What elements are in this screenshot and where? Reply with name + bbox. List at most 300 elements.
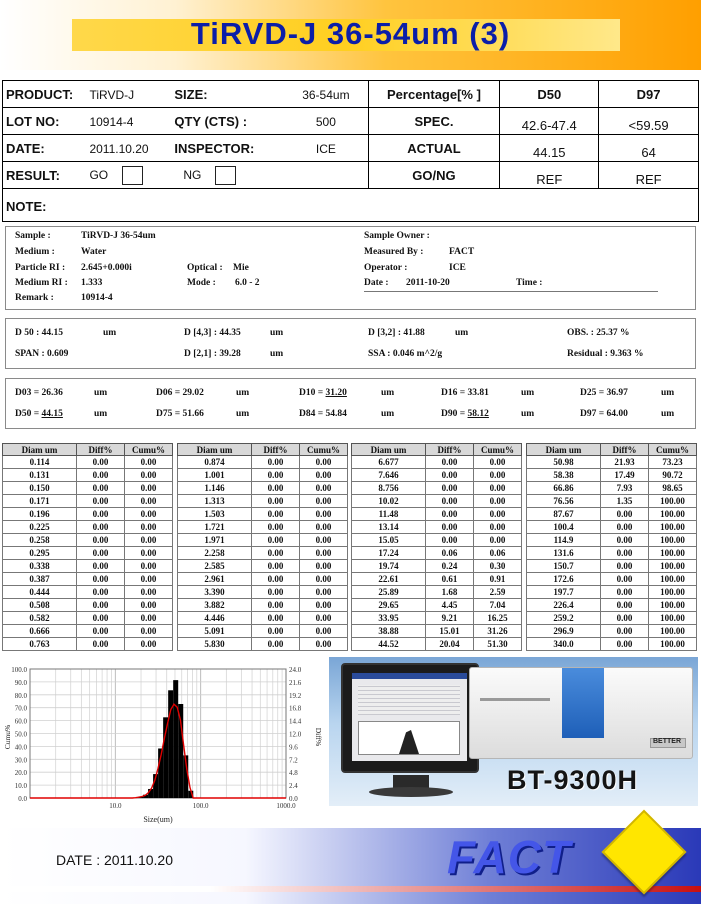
table-cell: 1.146 (178, 482, 252, 495)
qty-value: 500 (315, 114, 336, 129)
table-cell: 0.00 (601, 521, 649, 534)
table-row (527, 534, 697, 547)
table-row (178, 599, 348, 612)
table-row (3, 495, 173, 508)
lot-value: 10914-4 (89, 114, 134, 129)
table-cell: 98.65 (649, 482, 697, 495)
d21-stat: D [2,1] : 39.28 (184, 349, 241, 359)
d-value-d25: D25 = 36.97 (580, 388, 628, 398)
table-row (352, 521, 522, 534)
medium-value: Water (81, 247, 107, 257)
table-row (178, 612, 348, 625)
table-cell: 0.00 (426, 534, 474, 547)
table-cell: 0.00 (474, 508, 522, 521)
table-cell: 296.9 (527, 625, 601, 638)
table-cell: 0.30 (474, 560, 522, 573)
table-row (527, 469, 697, 482)
medium-label: Medium : (15, 247, 55, 257)
table-cell: 0.00 (300, 456, 348, 469)
table-cell: 0.00 (125, 586, 173, 599)
table-cell: 4.446 (178, 612, 252, 625)
table-cell: 0.00 (601, 573, 649, 586)
medium-ri-value: 1.333 (81, 278, 103, 288)
table-cell: 0.00 (77, 573, 125, 586)
table-cell: 0.00 (300, 482, 348, 495)
sample-label: Sample : (15, 231, 51, 241)
d-value-unit: um (94, 388, 108, 398)
spec-d50: 42.6-47.4 (521, 118, 577, 133)
table-cell: 21.93 (601, 456, 649, 469)
table-row (3, 560, 173, 573)
inspector-value: ICE (315, 141, 336, 156)
table-cell: 0.582 (3, 612, 77, 625)
table-cell: 100.00 (649, 573, 697, 586)
table-cell: 50.98 (527, 456, 601, 469)
table-cell: 0.00 (125, 482, 173, 495)
table-cell: 0.00 (601, 625, 649, 638)
table-cell: 340.0 (527, 638, 601, 651)
actual-label: ACTUAL (407, 140, 461, 156)
y-tick-label-left: 20.0 (14, 769, 27, 778)
table-row (178, 560, 348, 573)
note-field (2, 188, 699, 222)
table-cell: 0.00 (125, 560, 173, 573)
table-row (352, 586, 522, 599)
table-cell: 0.00 (77, 469, 125, 482)
y-tick-label-right: 16.8 (289, 704, 302, 713)
table-cell: 0.00 (125, 495, 173, 508)
mode-label: Mode : (187, 278, 216, 288)
table-cell: 150.7 (527, 560, 601, 573)
table-cell: 0.00 (77, 625, 125, 638)
operator-value: ICE (449, 263, 466, 273)
table-cell: 0.00 (125, 469, 173, 482)
actual-d50: 44.15 (533, 145, 566, 160)
report-footer (0, 828, 701, 904)
table-cell: 0.00 (252, 638, 300, 651)
table-cell: 1.35 (601, 495, 649, 508)
table-row (352, 547, 522, 560)
table-cell: 0.00 (77, 508, 125, 521)
particle-ri-value: 2.645+0.000i (81, 263, 132, 273)
table-header: Diff% (601, 444, 649, 456)
table-cell: 38.88 (352, 625, 426, 638)
table-row (3, 612, 173, 625)
sample-info-box (5, 226, 696, 310)
table-cell: 0.338 (3, 560, 77, 573)
table-header: Diam um (527, 444, 601, 456)
sample-date-label: Date : (364, 278, 389, 288)
d97-header: D97 (636, 86, 661, 102)
table-cell: 0.00 (300, 469, 348, 482)
table-cell: 16.25 (474, 612, 522, 625)
table-cell: 0.00 (601, 586, 649, 599)
y-tick-label-left: 10.0 (14, 782, 27, 791)
table-cell: 8.756 (352, 482, 426, 495)
table-cell: 0.00 (300, 612, 348, 625)
d-value-d03: D03 = 26.36 (15, 388, 63, 398)
y-tick-label-right: 0.0 (289, 795, 298, 803)
table-row (352, 573, 522, 586)
table-cell: 0.171 (3, 495, 77, 508)
table-row (527, 625, 697, 638)
table-cell: 0.131 (3, 469, 77, 482)
table-cell: 0.00 (77, 560, 125, 573)
footer-date: DATE : 2011.10.20 (56, 852, 173, 868)
table-cell: 66.86 (527, 482, 601, 495)
table-row (527, 456, 697, 469)
x-tick-label: 100.0 (192, 802, 209, 810)
residual-stat: Residual : 9.363 % (567, 349, 644, 359)
table-row (3, 625, 173, 638)
table-cell: 6.677 (352, 456, 426, 469)
d-value-unit: um (236, 409, 250, 419)
table-row (178, 508, 348, 521)
table-cell: 0.00 (601, 599, 649, 612)
table-row (352, 599, 522, 612)
table-cell: 0.00 (300, 521, 348, 534)
table-row (3, 508, 173, 521)
table-cell: 0.00 (252, 521, 300, 534)
table-header: Diam um (178, 444, 252, 456)
table-cell: 0.00 (125, 547, 173, 560)
inspector-label: INSPECTOR: (174, 140, 255, 156)
d-value-d50: D50 = 44.15 (15, 409, 63, 419)
table-row (3, 456, 173, 469)
d50-unit: um (103, 328, 117, 338)
table-cell: 0.00 (125, 456, 173, 469)
y-tick-label-left: 50.0 (14, 730, 27, 739)
y-tick-label-right: 19.2 (289, 691, 302, 700)
footer-stripe (0, 886, 701, 892)
table-row (527, 547, 697, 560)
table-cell: 1.313 (178, 495, 252, 508)
analyzer-icon (469, 667, 693, 759)
table-cell: 0.196 (3, 508, 77, 521)
particle-ri-label: Particle RI : (15, 263, 66, 273)
table-cell: 0.00 (474, 456, 522, 469)
table-cell: 0.00 (252, 599, 300, 612)
table-row (352, 534, 522, 547)
table-row (178, 547, 348, 560)
table-cell: 100.00 (649, 508, 697, 521)
table-row (178, 573, 348, 586)
go-checkbox[interactable] (122, 166, 143, 185)
d-value-unit: um (521, 409, 535, 419)
x-axis-label: Size(um) (143, 815, 173, 824)
table-cell: 0.763 (3, 638, 77, 651)
size-label: SIZE: (174, 86, 208, 102)
table-cell: 0.00 (252, 482, 300, 495)
table-cell: 0.00 (474, 482, 522, 495)
table-cell: 0.00 (601, 508, 649, 521)
table-cell: 0.00 (300, 560, 348, 573)
x-tick-label: 1000.0 (276, 802, 296, 810)
statistics-box (5, 318, 696, 369)
d-values-box (5, 378, 696, 429)
table-cell: 100.00 (649, 638, 697, 651)
table-cell: 5.091 (178, 625, 252, 638)
d43-unit: um (270, 328, 284, 338)
table-cell: 114.9 (527, 534, 601, 547)
table-cell: 22.61 (352, 573, 426, 586)
y-tick-label-right: 7.2 (289, 756, 298, 765)
gong-d50: REF (536, 172, 563, 187)
gong-label: GO/NG (412, 167, 456, 183)
table-cell: 0.444 (3, 586, 77, 599)
table-cell: 226.4 (527, 599, 601, 612)
table-cell: 29.65 (352, 599, 426, 612)
inspection-table (2, 80, 699, 189)
table-cell: 0.295 (3, 547, 77, 560)
table-cell: 131.6 (527, 547, 601, 560)
d43-stat: D [4,3] : 44.35 (184, 328, 241, 338)
measured-label: Measured By : (364, 247, 424, 257)
ng-checkbox[interactable] (215, 166, 236, 185)
table-cell: 11.48 (352, 508, 426, 521)
y-axis-label-left: Cumu% (3, 724, 12, 750)
owner-label: Sample Owner : (364, 231, 430, 241)
table-cell: 100.00 (649, 560, 697, 573)
table-header: Cumu% (649, 444, 697, 456)
table-row (178, 534, 348, 547)
table-cell: 197.7 (527, 586, 601, 599)
table-cell: 0.00 (252, 495, 300, 508)
table-cell: 100.00 (649, 521, 697, 534)
d-value-unit: um (521, 388, 535, 398)
table-row (527, 586, 697, 599)
table-cell: 0.508 (3, 599, 77, 612)
table-cell: 0.00 (252, 547, 300, 560)
table-cell: 0.874 (178, 456, 252, 469)
medium-ri-label: Medium RI : (15, 278, 68, 288)
obs-stat: OBS. : 25.37 % (567, 328, 630, 338)
table-cell: 0.00 (426, 469, 474, 482)
table-cell: 0.00 (300, 573, 348, 586)
table-cell: 0.00 (125, 521, 173, 534)
table-cell: 0.00 (125, 599, 173, 612)
table-row (352, 482, 522, 495)
d50-stat: D 50 : 44.15 (15, 328, 64, 338)
d-value-unit: um (661, 409, 675, 419)
remark-value: 10914-4 (81, 293, 113, 303)
y-tick-label-left: 60.0 (14, 717, 27, 726)
table-cell: 13.14 (352, 521, 426, 534)
table-cell: 0.00 (125, 508, 173, 521)
table-header: Cumu% (125, 444, 173, 456)
date-label: DATE: (6, 140, 45, 156)
table-cell: 4.45 (426, 599, 474, 612)
table-cell: 0.00 (426, 482, 474, 495)
ng-label: NG (183, 167, 202, 182)
table-cell: 0.00 (77, 456, 125, 469)
owner-divider (364, 291, 658, 292)
y-tick-label-left: 90.0 (14, 678, 27, 687)
d-value-unit: um (661, 388, 675, 398)
table-row (178, 495, 348, 508)
product-label: PRODUCT: (6, 86, 74, 102)
size-value: 36-54um (302, 87, 350, 102)
table-cell: 0.00 (77, 521, 125, 534)
diff-bar (178, 704, 183, 798)
diff-bar (173, 680, 178, 798)
table-cell: 100.00 (649, 612, 697, 625)
d-value-d84: D84 = 54.84 (299, 409, 347, 419)
table-cell: 17.24 (352, 547, 426, 560)
table-cell: 1.971 (178, 534, 252, 547)
table-cell: 0.00 (474, 469, 522, 482)
table-cell: 0.61 (426, 573, 474, 586)
table-cell: 0.387 (3, 573, 77, 586)
table-cell: 0.00 (77, 586, 125, 599)
operator-label: Operator : (364, 263, 408, 273)
table-cell: 44.52 (352, 638, 426, 651)
table-row (3, 638, 173, 651)
y-tick-label-left: 30.0 (14, 756, 27, 765)
d-value-d97: D97 = 64.00 (580, 409, 628, 419)
size-distribution-table (526, 443, 697, 651)
table-cell: 0.00 (252, 456, 300, 469)
table-cell: 0.00 (252, 508, 300, 521)
table-cell: 15.01 (426, 625, 474, 638)
size-distribution-table (2, 443, 173, 651)
product-value: TiRVD-J (89, 87, 135, 102)
table-cell: 0.00 (300, 534, 348, 547)
fact-logo: FACT (447, 831, 572, 883)
instrument-photo (329, 657, 698, 806)
table-cell: 0.00 (601, 547, 649, 560)
table-header: Diff% (252, 444, 300, 456)
table-cell: 0.00 (426, 495, 474, 508)
table-cell: 3.390 (178, 586, 252, 599)
d-value-unit: um (381, 409, 395, 419)
date-value: 2011.10.20 (89, 141, 149, 156)
table-cell: 0.00 (300, 495, 348, 508)
table-cell: 1.503 (178, 508, 252, 521)
d-value-d10: D10 = 31.20 (299, 388, 347, 398)
y-tick-label-left: 100.0 (11, 666, 27, 674)
table-row (178, 638, 348, 651)
table-cell: 100.00 (649, 625, 697, 638)
table-cell: 0.00 (426, 456, 474, 469)
monitor-screen (352, 673, 467, 761)
table-row (352, 612, 522, 625)
table-cell: 0.00 (252, 534, 300, 547)
table-cell: 7.04 (474, 599, 522, 612)
table-cell: 5.830 (178, 638, 252, 651)
table-row (3, 534, 173, 547)
table-cell: 2.585 (178, 560, 252, 573)
table-cell: 0.00 (474, 495, 522, 508)
table-row (178, 469, 348, 482)
table-row (527, 599, 697, 612)
table-cell: 0.06 (426, 547, 474, 560)
table-row (527, 482, 697, 495)
table-cell: 259.2 (527, 612, 601, 625)
table-cell: 0.00 (252, 560, 300, 573)
table-row (527, 508, 697, 521)
optical-value: Mie (233, 263, 249, 273)
ssa-stat: SSA : 0.046 m^2/g (368, 349, 443, 359)
table-row (178, 521, 348, 534)
table-cell: 33.95 (352, 612, 426, 625)
table-header: Diff% (77, 444, 125, 456)
table-cell: 100.4 (527, 521, 601, 534)
table-cell: 100.00 (649, 586, 697, 599)
table-cell: 0.00 (77, 612, 125, 625)
table-cell: 0.00 (300, 547, 348, 560)
span-stat: SPAN : 0.609 (15, 349, 69, 359)
y-tick-label-right: 12.0 (289, 730, 302, 739)
monitor-base (369, 787, 453, 797)
table-header: Cumu% (474, 444, 522, 456)
distribution-chart (2, 662, 322, 827)
table-cell: 0.00 (125, 534, 173, 547)
table-row (3, 573, 173, 586)
d50-header: D50 (537, 86, 562, 102)
d-value-d75: D75 = 51.66 (156, 409, 204, 419)
table-row (3, 469, 173, 482)
table-cell: 19.74 (352, 560, 426, 573)
d-value-unit: um (94, 409, 108, 419)
table-cell: 90.72 (649, 469, 697, 482)
table-cell: 0.00 (125, 573, 173, 586)
table-cell: 0.00 (474, 521, 522, 534)
table-row (178, 625, 348, 638)
table-cell: 76.56 (527, 495, 601, 508)
mode-value: 6.0 - 2 (235, 278, 260, 288)
d-value-d16: D16 = 33.81 (441, 388, 489, 398)
table-cell: 2.59 (474, 586, 522, 599)
d32-stat: D [3,2] : 41.88 (368, 328, 425, 338)
table-cell: 0.00 (601, 638, 649, 651)
table-cell: 0.00 (252, 625, 300, 638)
table-cell: 87.67 (527, 508, 601, 521)
table-row (527, 521, 697, 534)
table-row (352, 638, 522, 651)
go-label: GO (89, 167, 109, 182)
d-value-unit: um (381, 388, 395, 398)
table-row (3, 482, 173, 495)
table-row (3, 599, 173, 612)
table-row (352, 560, 522, 573)
table-row (527, 573, 697, 586)
y-tick-label-left: 80.0 (14, 691, 27, 700)
table-cell: 0.00 (77, 638, 125, 651)
table-cell: 100.00 (649, 495, 697, 508)
table-cell: 7.93 (601, 482, 649, 495)
table-cell: 2.961 (178, 573, 252, 586)
table-cell: 17.49 (601, 469, 649, 482)
table-cell: 51.30 (474, 638, 522, 651)
report-header (0, 0, 701, 70)
lot-label: LOT NO: (6, 113, 60, 129)
table-cell: 100.00 (649, 547, 697, 560)
x-tick-label: 10.0 (109, 802, 122, 810)
table-cell: 2.258 (178, 547, 252, 560)
y-tick-label-right: 24.0 (289, 666, 302, 674)
table-cell: 0.225 (3, 521, 77, 534)
y-tick-label-right: 21.6 (289, 678, 302, 687)
table-cell: 172.6 (527, 573, 601, 586)
table-row (178, 482, 348, 495)
table-cell: 31.26 (474, 625, 522, 638)
y-tick-label-right: 9.6 (289, 743, 298, 752)
y-tick-label-right: 2.4 (289, 782, 298, 791)
result-label: RESULT: (6, 167, 60, 183)
table-cell: 0.150 (3, 482, 77, 495)
brand-text: BETTER (653, 738, 681, 745)
